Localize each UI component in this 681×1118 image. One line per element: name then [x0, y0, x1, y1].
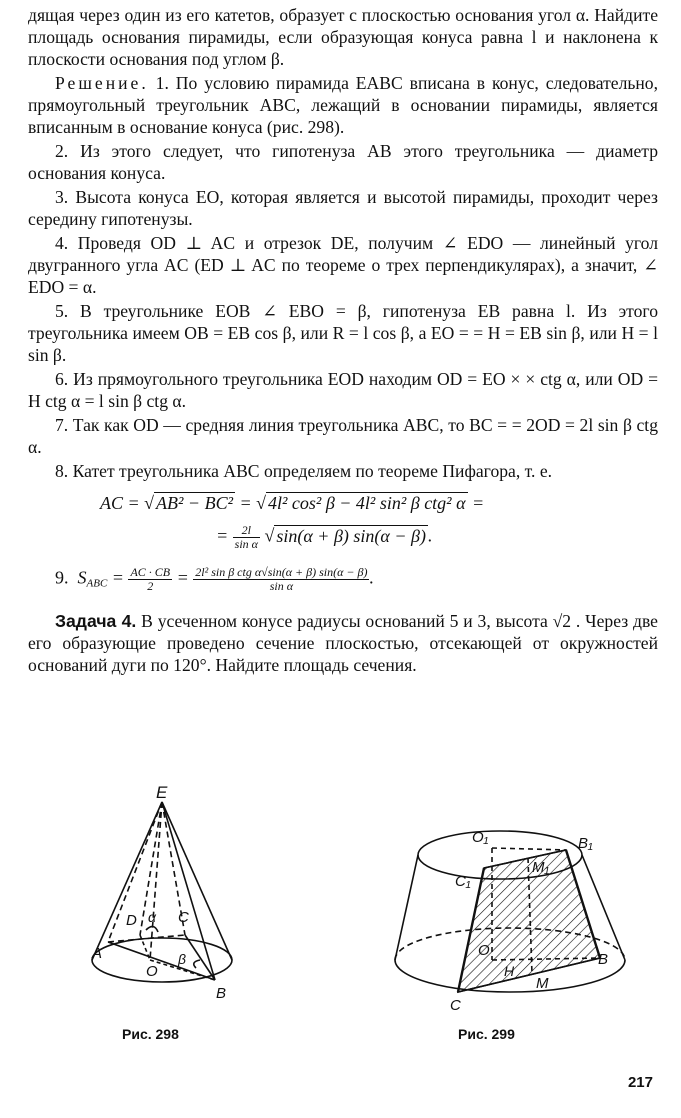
- solution-step-8: 8. Катет треугольника ABC определяем по теореме Пифагора, т. е.: [55, 461, 553, 481]
- fig-298-caption: Рис. 298: [122, 1026, 179, 1042]
- fig1-label-b: B: [216, 985, 227, 1002]
- problem-text: В усеченном конусе радиусы оснований 5 и 3, высота √2 . Через две его образующие проведено сечение плоскостью, отсекающей от окружностей оснований дуги по 120°. Найдите площадь сечения.: [28, 611, 658, 675]
- problem-title: Задача 4.: [55, 611, 137, 631]
- formula-radical-1: AB² − BC²: [156, 493, 233, 513]
- formula-s: S: [77, 567, 87, 588]
- paragraph-solution: [28, 72, 658, 138]
- frac1-denominator: 2: [147, 579, 154, 593]
- formula-eq-2: =: [216, 525, 233, 546]
- solution-step-4: 4. Проведя OD ⊥ AC и отрезок DE, получим ∠ EDO — линейный угол двугранного угла AC (ED ⊥ AC по теореме о трех перпендикулярах), а значит, ∠ EDO = α.: [28, 233, 658, 297]
- step-9-label: 9.: [55, 567, 69, 588]
- frac2-denominator: sin α: [269, 579, 294, 593]
- formula-radical-2: 4l² cos² β − 4l² sin² β ctg² α: [268, 493, 466, 513]
- figures: [0, 770, 681, 1060]
- frac2-numerator: 2l² sin β ctg α√sin(α + β) sin(α − β): [195, 565, 368, 579]
- solution-step-7: 7. Так как OD — средняя линия треугольника ABC, то BC = = 2OD = 2l sin β ctg α.: [28, 415, 658, 457]
- formula-eq-1: =: [234, 493, 257, 513]
- fig1-label-a: A: [92, 945, 103, 962]
- formula-eq-4: =: [172, 567, 194, 588]
- formula-fraction-2l: [233, 524, 260, 551]
- problem-4: [28, 610, 658, 676]
- frac-numerator: 2l: [233, 524, 260, 538]
- frac-denominator: sin α: [234, 537, 258, 551]
- fig1-label-d: D: [126, 912, 137, 929]
- fig1-label-c: C: [178, 909, 189, 926]
- radius-o1b1: [492, 848, 566, 850]
- formula-block: [28, 488, 658, 610]
- fig2-label-h: H: [504, 963, 515, 979]
- fig2-label-c: C: [450, 997, 461, 1014]
- fig1-label-beta: β: [178, 951, 186, 967]
- formula-fraction-2: [193, 566, 369, 593]
- frac1-numerator: AC · CB: [130, 565, 171, 579]
- formula-sub: ABC: [86, 577, 108, 590]
- figures-svg: [0, 770, 681, 1060]
- edge-eb: [162, 802, 215, 980]
- fig2-label-c1: C₁: [455, 873, 471, 890]
- fig2-label-m: M: [536, 975, 549, 992]
- formula-end-3: .: [369, 567, 374, 588]
- solution-lead: Решение.: [55, 73, 149, 93]
- page-number: 217: [627, 1074, 653, 1091]
- formula-fraction-1: [128, 566, 172, 593]
- formula-line-2: = $\frac{2l}{\text{sin α}}$ √ sin(α + β) sin(α − β) .: [216, 523, 433, 551]
- formula-eq-3: =: [107, 567, 129, 588]
- solution-step-2: 2. Из этого следует, что гипотенуза AB этого треугольника — диаметр основания конуса.: [28, 141, 658, 183]
- fig2-label-b1: B₁: [578, 835, 593, 852]
- formula-radical-3: sin(α + β) sin(α − β): [276, 525, 426, 546]
- fig2-label-m1: M₁: [532, 859, 550, 876]
- fig-299-caption: Рис. 299: [458, 1026, 515, 1042]
- fig-298-cone: [92, 802, 232, 982]
- solution-step-5: 5. В треугольнике EOB ∠ EBO = β, гипотенуза EB равна l. Из этого треугольника имеем OB = EB cos β, или R = l cos β, а EO = = H = EB sin β, или H = l sin β.: [28, 301, 658, 365]
- page-text: [28, 4, 658, 676]
- fig2-label-o: O: [478, 942, 490, 959]
- formula-end-1: =: [467, 493, 485, 513]
- fig2-label-b: B: [598, 951, 609, 968]
- formula-line-1: AC = √ AB² − BC² = √ 4l² cos² β − 4l² sin² β ctg² α =: [100, 493, 485, 513]
- fig1-label-e: E: [156, 783, 168, 802]
- solution-step-6: 6. Из прямоугольного треугольника EOD находим OD = EO × × ctg α, или OD = H ctg α = l sin β ctg α.: [28, 369, 658, 411]
- fig1-label-o: O: [146, 963, 158, 980]
- formula-end-2: .: [427, 525, 433, 546]
- solution-step-3: 3. Высота конуса EO, которая является и высотой пирамиды, проходит через середину гипотенузы.: [28, 187, 658, 229]
- fig1-label-alpha: α: [148, 909, 156, 925]
- formula-ac: AC =: [100, 493, 145, 513]
- angle-beta-arc: [194, 960, 200, 968]
- fig2-label-o1: O₁: [472, 829, 489, 846]
- paragraph-0: дящая через один из его катетов, образует с плоскостью основания угол α. Найдите площадь основания пирамиды, если образующая конуса равна l и наклонена к плоскости основания под углом β.: [28, 5, 658, 69]
- formula-line-3: [55, 566, 374, 593]
- frustum-side-left: [395, 855, 418, 960]
- solution-step-1: 1. По условию пирамида EABC вписана в конус, следовательно, прямоугольный треугольник ABC, лежащий в основании пирамиды, является вписанным в основание конуса (рис. 298).: [28, 73, 658, 137]
